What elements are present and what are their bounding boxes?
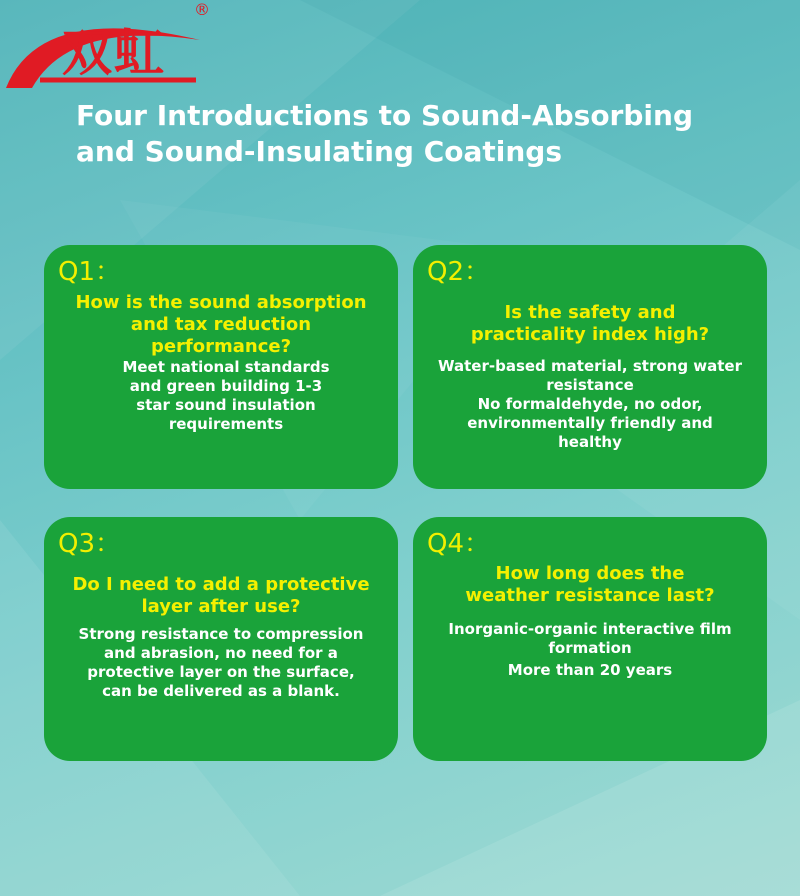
qa-card-q3 [44,517,398,761]
page-title: Four Introductions to Sound-Absorbing and Sound-Insulating Coatings [76,99,693,168]
card-label: Q3： [58,529,122,559]
logo-text: 双虹 [62,24,166,82]
card-question: How long does the weather resistance last? [465,563,715,606]
qa-card-q4 [413,517,767,761]
answer-line: Strong resistance to compression and abrasion, no need for a protective layer on the surface, can be delivered as a blank. [78,625,364,700]
card-question: Do I need to add a protective layer after use? [72,574,370,617]
answer-line: More than 20 years [507,661,673,679]
answer-line: Water-based material, strong water resistance [438,357,742,394]
card-question: Is the safety and practicality index high? [470,302,710,345]
answer-line: No formaldehyde, no odor, environmentally friendly and healthy [467,395,713,451]
qa-card-q2 [413,245,767,489]
card-answer [441,620,739,680]
card-label: Q4： [427,529,491,559]
card-question: How is the sound absorption and tax reduction performance? [75,292,367,357]
card-answer [116,358,336,434]
answer-line: Inorganic-organic interactive film formation [448,620,732,657]
answer-line: Meet national standards and green building 1-3 star sound insulation requirements [122,358,330,433]
qa-card-q1 [44,245,398,489]
brand-logo [0,0,220,95]
card-answer [70,625,372,701]
registered-mark: ® [194,0,210,19]
card-label: Q2： [427,257,491,287]
card-label: Q1： [58,257,122,287]
card-answer [437,357,743,452]
